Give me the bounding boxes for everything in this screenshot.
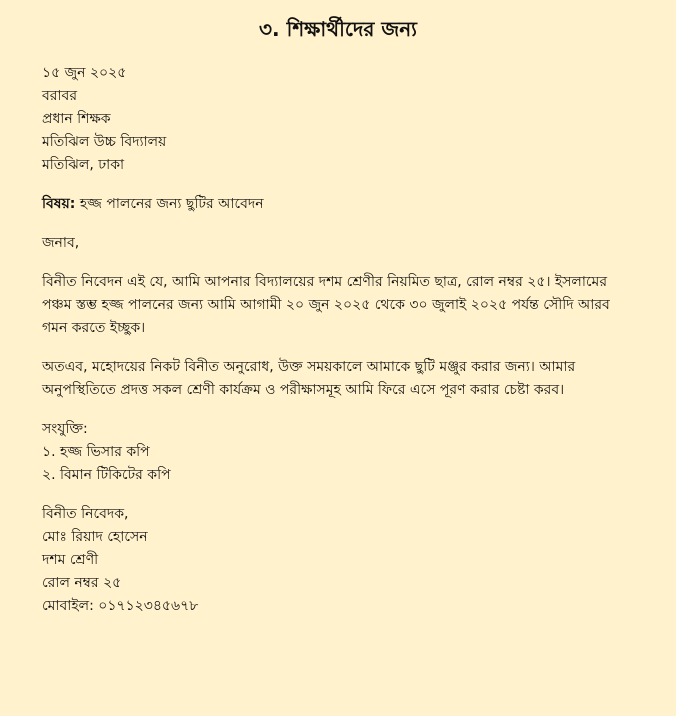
signature-class: দশম শ্রেণী <box>42 552 99 568</box>
attachments-heading: সংযুক্তি: <box>42 421 88 437</box>
recipient-designation: প্রধান শিক্ষক <box>42 111 111 127</box>
attachments-block <box>42 418 634 487</box>
letter-date: ১৫ জুন ২০২৫ <box>42 65 127 81</box>
attachment-item: ২. বিমান টিকিটের কপি <box>42 467 171 483</box>
signature-name: মোঃ রিয়াদ হোসেন <box>42 529 148 545</box>
body-paragraph-2: অতএব, মহোদয়ের নিকট বিনীত অনুরোধ, উক্ত সময়কালে আমাকে ছুটি মঞ্জুর করার জন্য। আমার অনুপস্থিতিতে প্রদত্ত সকল শ্রেণী কার্যক্রম ও পরীক্ষাসমূহ আমি ফিরে এসে পূরণ করার চেষ্টা করব। <box>42 359 576 398</box>
signature-closing: বিনীত নিবেদক, <box>42 506 129 522</box>
salutation-text: জনাব, <box>42 235 80 251</box>
signature-block <box>42 503 634 618</box>
subject-label: বিষয়: <box>42 196 76 212</box>
salutation <box>42 232 634 255</box>
body-paragraph-1: বিনীত নিবেদন এই যে, আমি আপনার বিদ্যালয়ের দশম শ্রেণীর নিয়মিত ছাত্র, রোল নম্বর ২৫। ইসলামের পঞ্চম স্তম্ভ হজ্জ পালনের জন্য আমি আগামী ২০ জুন ২০২৫ থেকে ৩০ জুলাই ২০২৫ পর্যন্ত সৌদি আরব গমন করতে ইচ্ছুক। <box>42 274 610 336</box>
recipient-school: মতিঝিল উচ্চ বিদ্যালয় <box>42 134 167 150</box>
page-title: ৩. শিক্ষার্থীদের জন্য <box>259 17 417 41</box>
attachment-item: ১. হজ্জ ভিসার কপি <box>42 444 150 460</box>
header-block <box>42 62 634 177</box>
subject-text: হজ্জ পালনের জন্য ছুটির আবেদন <box>79 196 264 212</box>
subject-line <box>42 193 634 216</box>
recipient-to: বরাবর <box>42 88 78 104</box>
signature-roll: রোল নম্বর ২৫ <box>42 575 122 591</box>
signature-mobile: মোবাইল: ০১৭১২৩৪৫৬৭৮ <box>42 598 199 614</box>
recipient-location: মতিঝিল, ঢাকা <box>42 157 125 173</box>
